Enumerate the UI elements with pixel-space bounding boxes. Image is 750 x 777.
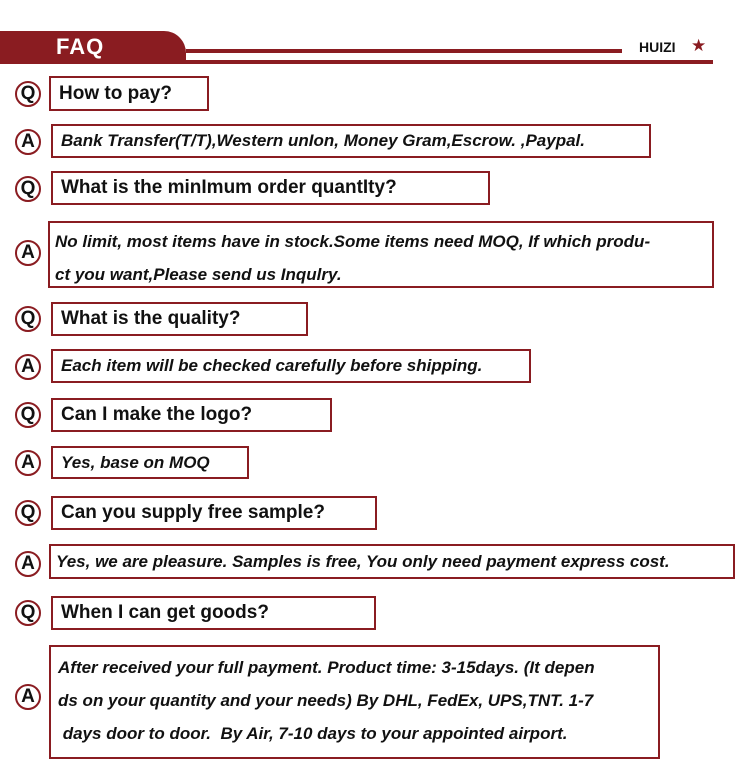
question-badge: Q xyxy=(15,402,41,428)
answer-badge: A xyxy=(15,684,41,710)
answer-line: days door to door. By Air, 7-10 days to your appointed airport. xyxy=(58,724,568,743)
question-box: How to pay? xyxy=(49,76,209,111)
question-box: Can you supply free sample? xyxy=(51,496,377,530)
header-divider xyxy=(186,49,622,53)
answer-box: Yes, base on MOQ xyxy=(51,446,249,479)
question-badge: Q xyxy=(15,81,41,107)
answer-box: Yes, we are pleasure. Samples is free, You only need payment express cost. xyxy=(49,544,735,579)
answer-badge: A xyxy=(15,450,41,476)
answer-badge: A xyxy=(15,129,41,155)
question-badge: Q xyxy=(15,500,41,526)
answer-badge: A xyxy=(15,354,41,380)
answer-line: No limit, most items have in stock.Some items need MOQ, If which produ- xyxy=(55,232,651,251)
question-badge: Q xyxy=(15,600,41,626)
answer-box xyxy=(48,221,714,288)
question-box: What is the minImum order quantIty? xyxy=(51,171,490,205)
star-icon: ★ xyxy=(691,36,707,55)
answer-line: ct you want,Please send us Inqulry. xyxy=(55,265,342,284)
answer-line: After received your full payment. Product time: 3-15days. (It depen xyxy=(58,658,595,677)
question-box: When I can get goods? xyxy=(51,596,376,630)
answer-box xyxy=(49,645,660,759)
answer-box: Bank Transfer(T/T),Western unIon, Money Gram,Escrow. ,Paypal. xyxy=(51,124,651,158)
answer-line: ds on your quantity and your needs) By DHL, FedEx, UPS,TNT. 1-7 xyxy=(58,691,594,710)
page-title: FAQ xyxy=(56,34,105,59)
question-box: Can I make the logo? xyxy=(51,398,332,432)
question-badge: Q xyxy=(15,306,41,332)
answer-box: Each item will be checked carefully before shipping. xyxy=(51,349,531,383)
question-box: What is the quality? xyxy=(51,302,308,336)
question-badge: Q xyxy=(15,176,41,202)
header-underline xyxy=(0,60,713,64)
answer-badge: A xyxy=(15,551,41,577)
answer-badge: A xyxy=(15,240,41,266)
brand-name: HUIZI xyxy=(639,39,676,55)
